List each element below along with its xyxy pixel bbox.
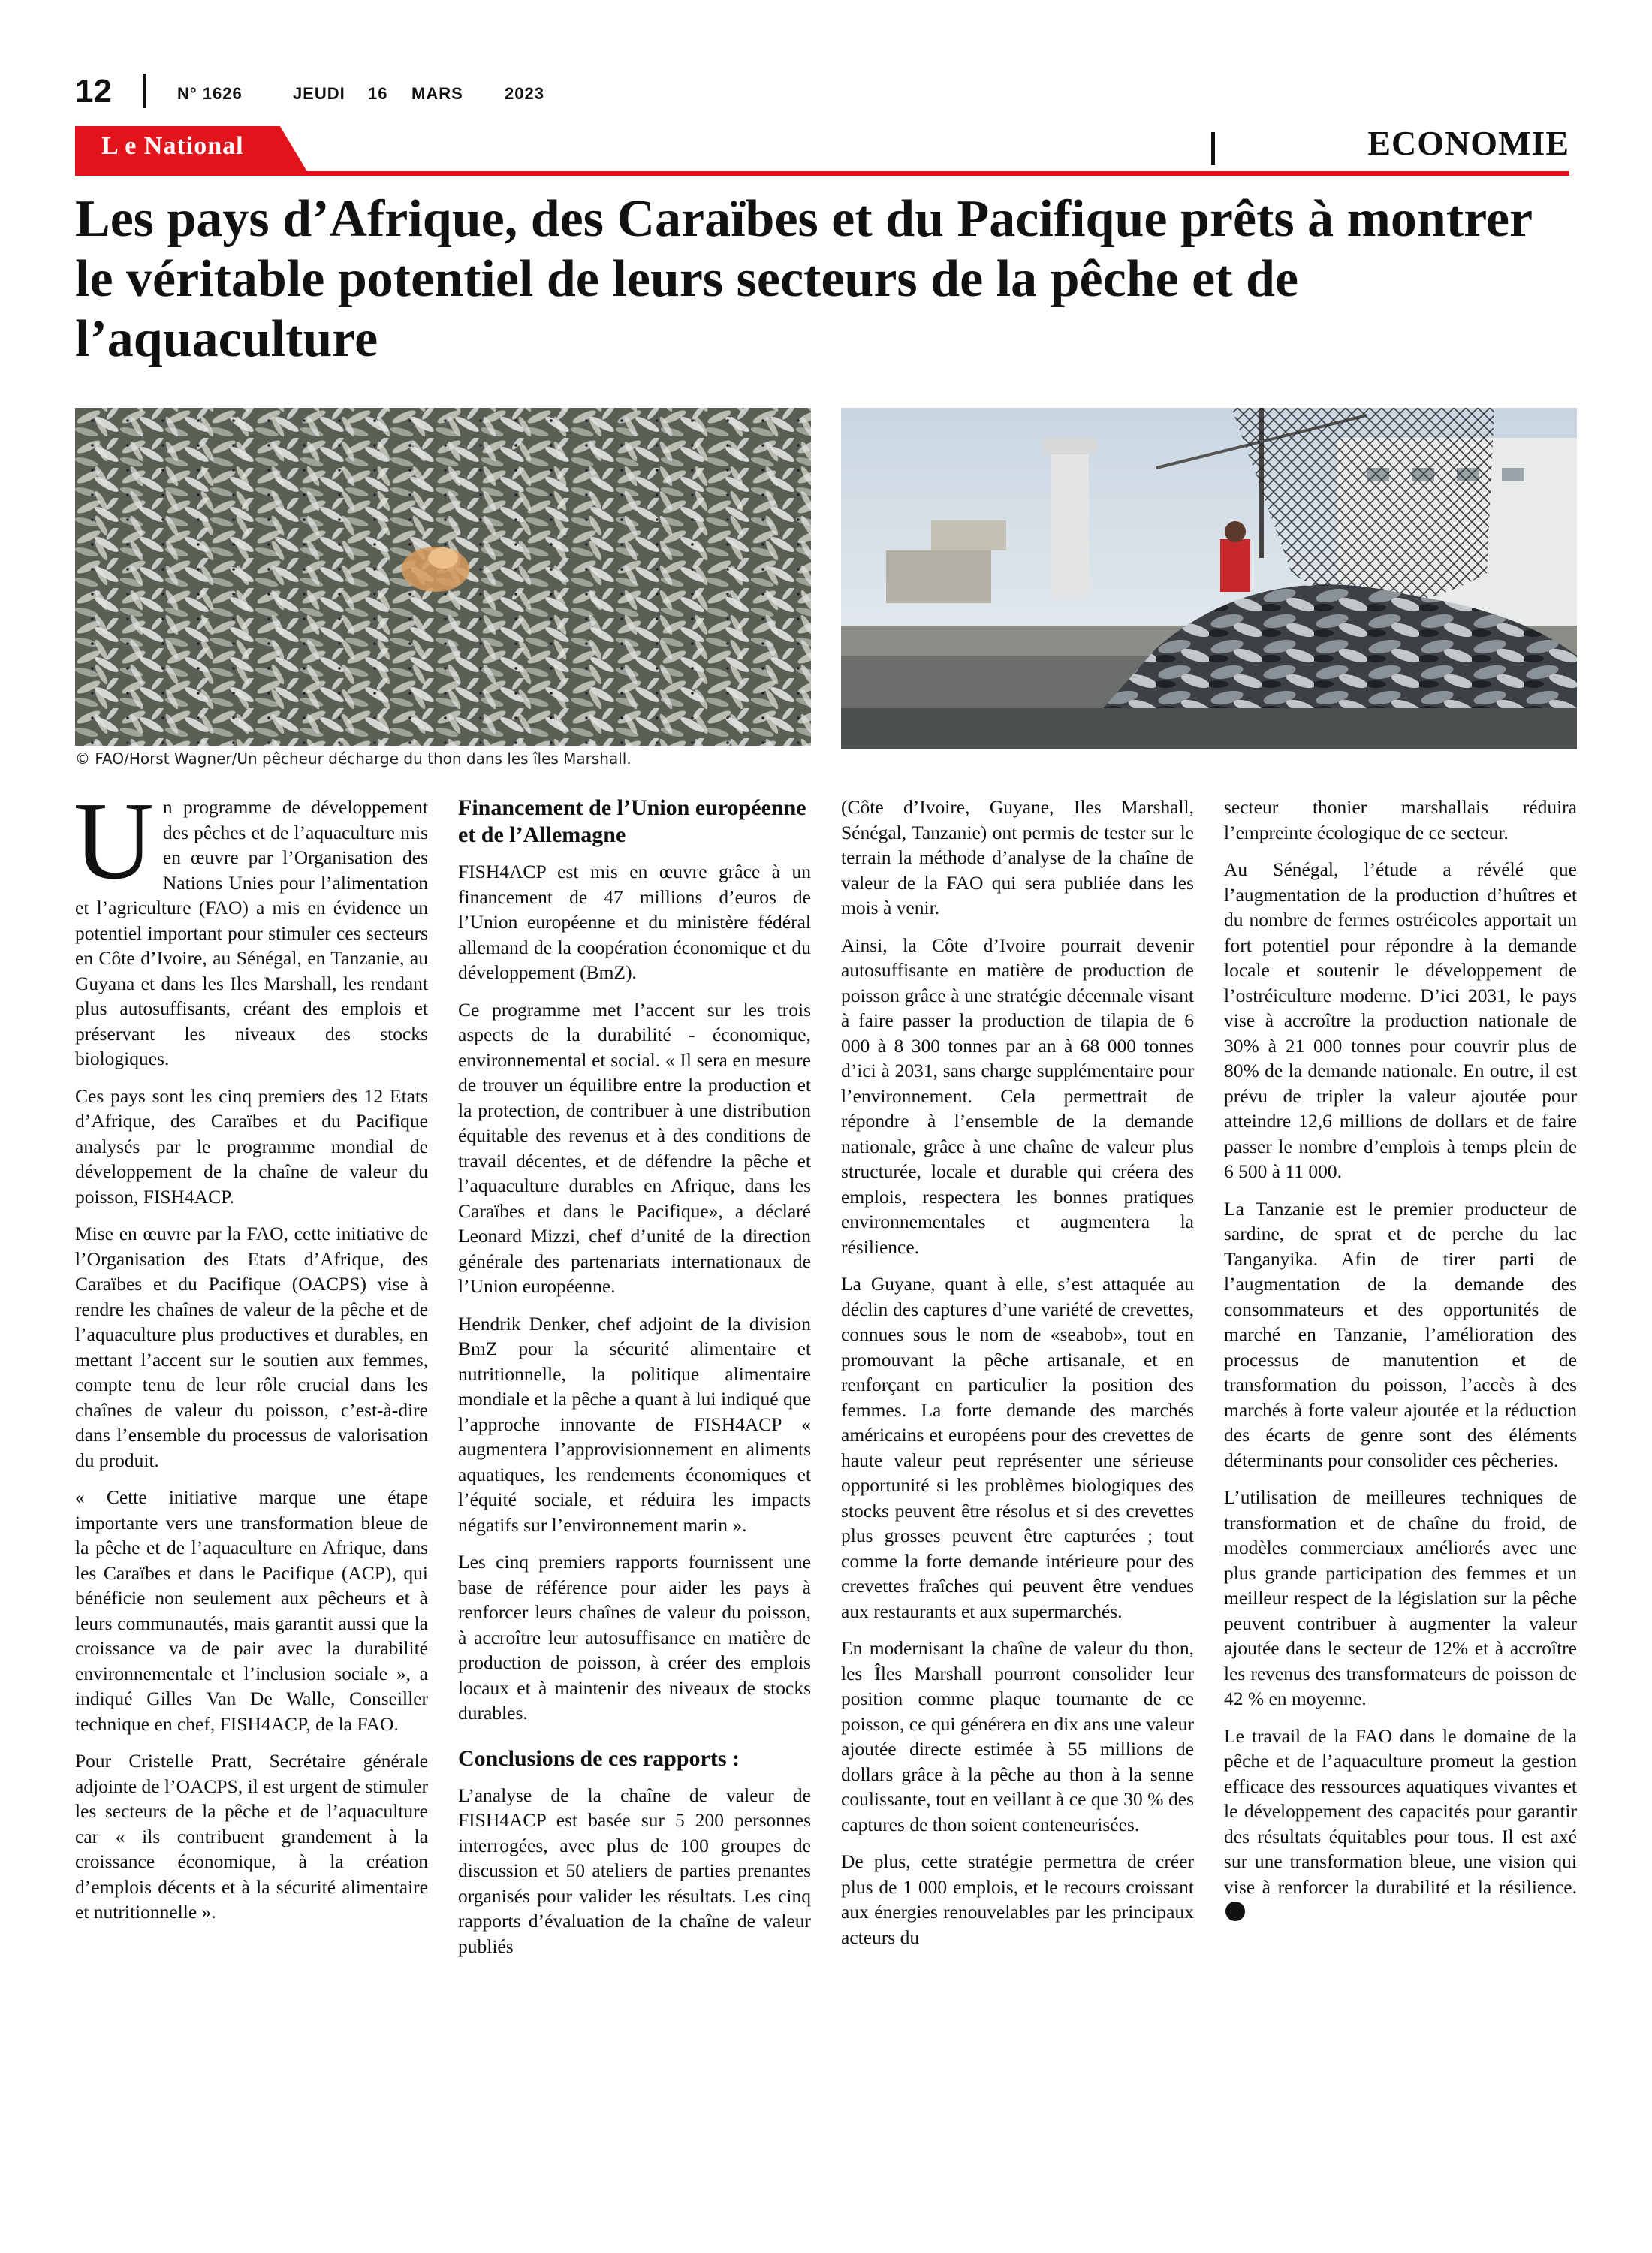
col4-p5-text: Le travail de la FAO dans le domaine de la pêche et de l’aquaculture promeut la gestion efficace des ressources aquatiques vivantes et le développement des capacités pour garantir des résultats équitables pour tous. Il est axé sur une transformation bleue, une vision qui vise à renforcer la durabilité et la résilience.: [1224, 1724, 1577, 1898]
subheading-funding: Financement de l’Union européenne et de l’Allemagne: [458, 795, 806, 847]
col3-paragraph-4: En modernisant la chaîne de valeur du thon, les Îles Marshall pourront consolider leur position comme plaque tournante de ce poisson, ce qui générera en dix ans une valeur ajoutée directe estimée à 55 millions de dollars grâce à la pêche au thon à la senne coulissante, tout en veillant à ce que 30 % des captures de thon soient conteneurisées.: [841, 1637, 1194, 1835]
col3-paragraph-5: De plus, cette stratégie permettra de créer plus de 1 000 emplois, et le recours croissant aux énergies renouvelables par les principaux acteurs du: [841, 1850, 1194, 1948]
article-column-1: [74, 780, 428, 1937]
tuna-port-image: [841, 408, 1577, 749]
photo-tuna-unloading: [841, 408, 1577, 749]
header-rule: [75, 171, 1569, 176]
brand-logo: L e National: [101, 132, 244, 160]
fish-pile-image: [75, 408, 811, 746]
col1-p1-text: n programme de développement des pêches et de l’aquaculture mis en œuvre par l’Organisation des Nations Unies pour l’alimentation et l’agriculture (FAO) a mis en évidence un potentiel important pour stimuler ces secteurs en Côte d’Ivoire, au Sénégal, en Tanzanie, au Guyana et dans les Iles Marshall, les rendant plus autosuffisants, créant des emplois et préservant les niveaux des stocks biologiques.: [75, 796, 428, 1069]
section-divider: [1211, 132, 1215, 165]
article-column-2: [458, 795, 811, 1971]
col4-paragraph-3: La Tanzanie est le premier producteur de sardine, de sprat et de perche du lac Tanganyika. Afin de tirer parti de l’augmentation de la demande des consommateurs et des opportunités de marché en Tanzanie, l’amélioration des processus de manutention et de transformation du poisson, l’accès à des marchés à forte valeur ajoutée et la réduction des écarts de genre sont des éléments déterminants pour consolider ces pêcheries.: [1224, 1197, 1577, 1471]
col2-paragraph-3: Hendrik Denker, chef adjoint de la division BmZ pour la sécurité alimentaire et nutritionnelle, la politique alimentaire mondiale et la pêche a quant à lui indiqué que l’approche innovante de FISH4ACP « augmentera l’approvisionnement en aliments aquatiques, les rendements économiques et l’équité sociale, et réduira les impacts négatifs sur l’environnement marin ».: [458, 1312, 811, 1536]
page-number-divider: [143, 74, 146, 108]
col3-paragraph-2: Ainsi, la Côte d’Ivoire pourrait devenir autosuffisante en matière de production de poisson grâce à une stratégie décennale visant à faire passer la production de tilapia de 6 000 à 8 300 tonnes par an à 68 000 tonnes d’ici à 2031, sans charge supplémentaire pour l’environnement. Cela permettrait de répondre à l’ensemble de la demande nationale, grâce à une chaîne de valeur plus structurée, locale et durable qui créera des emplois, respectera les bonnes pratiques environnementales et augmentera la résilience.: [841, 933, 1194, 1258]
photo-fish-catch: [75, 408, 811, 746]
col1-paragraph-2: Ces pays sont les cinq premiers des 12 Etats d’Afrique, des Caraïbes et du Pacifique analysés par le programme mondial de développement de la chaîne de valeur du poisson, FISH4ACP.: [75, 1084, 428, 1208]
col1-paragraph-5: Pour Cristelle Pratt, Secrétaire générale adjointe de l’OACPS, il est urgent de stimuler les secteurs de la pêche et de l’aquaculture car « ils contribuent grandement à la croissance économique, à la création d’emplois décents et à la sécurité alimentaire et nutritionnelle ».: [75, 1750, 428, 1923]
issue-year: 2023: [505, 84, 544, 103]
col2-paragraph-4: Les cinq premiers rapports fournissent une base de référence pour aider les pays à renforcer leurs chaînes de valeur du poisson, à accroître leur autosuffisance en matière de production de poisson, à créer des emplois locaux et à maintenir des niveaux de stocks durables.: [458, 1551, 811, 1724]
col2-paragraph-2: Ce programme met l’accent sur les trois aspects de la durabilité - économique, environnemental et social. « Il sera en mesure de trouver un équilibre entre la production et la protection, de contribuer à une distribution équitable des revenus et à des conditions de travail décentes, et de défendre la pêche et l’aquaculture durables en Afrique, dans les Caraïbes et dans le Pacifique», a déclaré Leonard Mizzi, chef d’unité de la direction générale des partenariats internationaux de l’Union européenne.: [458, 998, 811, 1297]
col3-paragraph-1: (Côte d’Ivoire, Guyane, Iles Marshall, Sénégal, Tanzanie) ont permis de tester sur le terrain la méthode d’analyse de la chaîne de valeur de la FAO qui sera publiée dans les mois à venir.: [841, 796, 1194, 918]
article-column-3: [841, 795, 1194, 1962]
col2-paragraph-5: L’analyse de la chaîne de valeur de FISH4ACP est basée sur 5 200 personnes interrogées, avec plus de 100 groupes de discussion et 50 ateliers de parties prenantes organisés pour valider les résultats. Les cinq rapports d’évaluation de la chaîne de valeur publiés: [458, 1784, 811, 1957]
issue-number: N° 1626: [177, 84, 243, 103]
article-column-4: [1224, 795, 1577, 1937]
issue-day: JEUDI: [293, 84, 345, 103]
section-label: ECONOMIE: [1367, 124, 1569, 162]
photo-caption: © FAO/Horst Wagner/Un pêcheur décharge du thon dans les îles Marshall.: [75, 749, 632, 768]
article-headline: Les pays d’Afrique, des Caraïbes et du Pacifique prêts à montrer le véritable potentiel de leurs secteurs de la pêche et de l’aquaculture: [75, 190, 1532, 368]
col4-paragraph-4: L’utilisation de meilleures techniques de transformation et de chaîne du froid, de modèles commerciaux améliorés avec une plus grande participation des femmes et un meilleur respect de la législation sur la pêche peuvent contribuer à augmenter la valeur ajoutée dans le secteur de 12% et à accroître les revenus des transformateurs de poisson de 42 % en moyenne.: [1224, 1486, 1577, 1709]
col4-paragraph-2: Au Sénégal, l’étude a révélé que l’augmentation de la production d’huîtres et du nombre de fermes ostréicoles apportait un fort potentiel pour répondre à la demande locale et soutenir le développement de l’ostréiculture moderne. D’ici 2031, le pays vise à accroître la production nationale de 30% à 21 000 tonnes pour couvrir plus de 80% de la demande nationale. En outre, il est prévu de tripler la valeur ajoutée pour atteindre 12,6 millions de dollars et de faire passer le nombre d’emplois à temps plein de 6 500 à 11 000.: [1224, 858, 1577, 1182]
col4-paragraph-1: secteur thonier marshallais réduira l’empreinte écologique de ce secteur.: [1224, 796, 1577, 843]
col1-paragraph-4: « Cette initiative marque une étape importante vers une transformation bleue de la pêche et de l’aquaculture en Afrique, dans les Caraïbes et dans le Pacifique (ACP), qui bénéficie non seulement aux pêcheurs et à leurs communautés, mais garantit aussi que la croissance va de pair avec la durabilité environnementale et l’inclusion sociale », a indiqué Gilles Van De Walle, Conseiller technique en chef, FISH4ACP, de la FAO.: [75, 1486, 428, 1735]
col4-paragraph-5: [1224, 1724, 1577, 1925]
page-number: 12: [75, 73, 112, 110]
col1-paragraph-1: [74, 780, 428, 1072]
issue-month: MARS: [411, 84, 463, 103]
end-of-article-icon: [1225, 1902, 1245, 1921]
col1-paragraph-3: Mise en œuvre par la FAO, cette initiative de l’Organisation des Etats d’Afrique, des Caraïbes et du Pacifique (OACPS) vise à rendre les chaînes de valeur de la pêche et de l’aquaculture plus productives et durables, en mettant l’accent sur le soutien aux femmes, compte tenu de leur rôle crucial dans les chaînes de valeur du poisson, c’est-à-dire dans l’ensemble du processus de valorisation du produit.: [75, 1223, 428, 1471]
drop-cap: U: [74, 780, 154, 903]
col2-paragraph-1: FISH4ACP est mis en œuvre grâce à un financement de 47 millions d’euros de l’Union européenne et du ministère fédéral allemand de la coopération économique et du développement (BmZ).: [458, 861, 811, 983]
subheading-conclusions: Conclusions de ces rapports :: [458, 1745, 740, 1771]
col3-paragraph-3: La Guyane, quant à elle, s’est attaquée au déclin des captures d’une variété de crevettes, connues sous le nom de «seabob», tout en promouvant la pêche artisanale, et en renforçant en particulier la position des femmes. La forte demande des marchés américains et européens pour des crevettes de haute valeur peut représenter une sérieuse opportunité si les problèmes biologiques des stocks peuvent être résolus et si des crevettes plus grosses peuvent être capturées ; tout comme la forte demande intérieure pour des crevettes fraîches qui peuvent être vendues aux restaurants et aux supermarchés.: [841, 1273, 1194, 1622]
issue-date-day: 16: [368, 84, 388, 103]
